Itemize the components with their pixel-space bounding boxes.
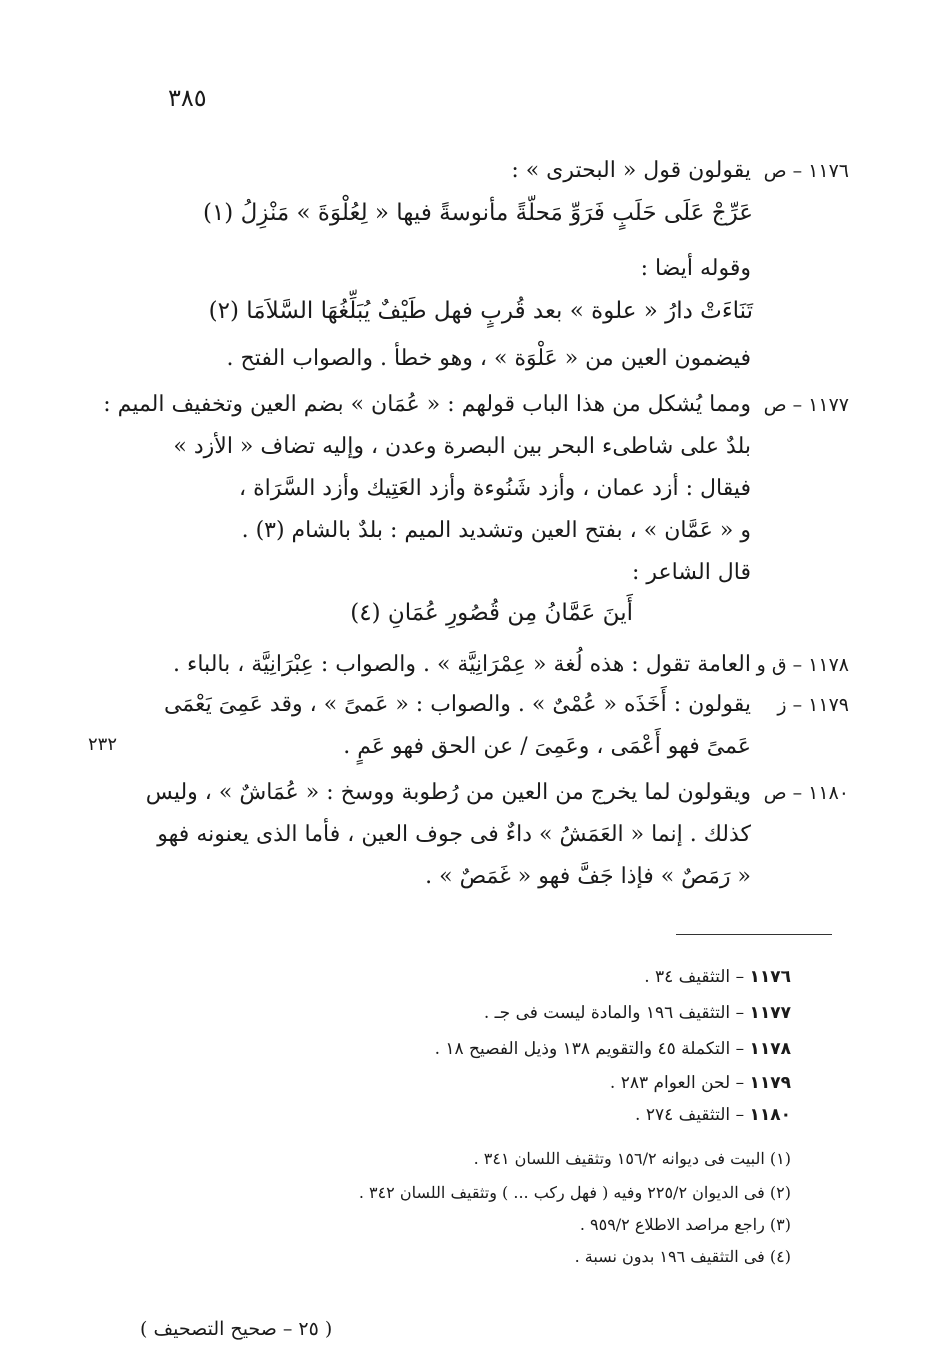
verse-line: تَنَاءَتْ دارُ « علوة » بعد قُربٍ فهل طَيْفٌ يُبَلِّغُهَا السَّلاَمَا (٢) bbox=[208, 298, 753, 324]
footnote: (٤) فى التثقيف ١٩٦ بدون نسبة . bbox=[574, 1247, 791, 1266]
source-text: – التكملة ٤٥ والتقويم ١٣٨ وذيل الفصيح ١٨ . bbox=[434, 1039, 745, 1059]
verse-line: عَرِّجْ عَلَى حَلَبٍ فَرَوِّ مَحلّةً مأنوسةً فيها « لِعُلْوَةَ » مَنْزِلُ (١) bbox=[202, 200, 753, 226]
source-item bbox=[435, 1038, 791, 1060]
entry-line: بلدٌ على شاطىء البحر بين البصرة وعدن ، وإليه تضاف « الأزد » bbox=[173, 434, 751, 459]
source-item bbox=[610, 1072, 791, 1094]
source-text: – التثقيف ٣٤ . bbox=[644, 967, 745, 987]
footnote: (٣) راجع مراصد الاطلاع ٩٥٩/٢ . bbox=[579, 1215, 791, 1234]
source-text: – التثقيف ١٩٦ والمادة ليست فى جـ . bbox=[483, 1003, 745, 1023]
footnote: (٢) فى الديوان ٢٢٥/٢ وفيه ( فهل ركب ... ) وتثقيف اللسان ٣٤٢ . bbox=[358, 1183, 791, 1202]
source-number: ١١٨٠ bbox=[749, 1105, 791, 1125]
entry-number-1179: ١١٧٩ – ز bbox=[777, 694, 849, 716]
source-number: ١١٧٧ bbox=[749, 1003, 791, 1023]
entry-line: كذلك . إنما « العَمَشُ » داءٌ فى جوف العين ، فأما الذى يعنونه فهو bbox=[157, 822, 751, 847]
source-number: ١١٧٦ bbox=[749, 967, 791, 987]
entry-line: عَمىً فهو أَعْمَى ، وعَمِىَ / عن الحق فهو عَمٍ . bbox=[343, 734, 751, 759]
margin-page-number: ٢٣٢ bbox=[88, 734, 118, 755]
entry-line: يقولون : أَخَذَه « عُمْىٌ » . والصواب : « عَمىً » ، وقد عَمِىَ يَعْمَى bbox=[163, 692, 751, 717]
entry-line: ومما يُشكل من هذا الباب قولهم : « عُمَان » بضم العين وتخفيف الميم : bbox=[103, 392, 751, 417]
entry-line: فيقال : أزد عمان ، وأزد شَنُوءة وأزد العَتِيك وأزد السَّرَاة ، bbox=[239, 476, 751, 501]
entry-number-1177: ١١٧٧ – ص bbox=[763, 394, 849, 416]
entry-line: ويقولون لما يخرج من العين من رُطوبة ووسخ : « عُمَاشٌ » ، وليس bbox=[145, 780, 751, 805]
footnote: (١) البيت فى ديوانه ١٥٦/٢ وتثقيف اللسان ٣٤١ . bbox=[473, 1149, 791, 1168]
entry-line: « رَمَصٌ » فإذا جَفَّ فهو « غَمَصٌ » . bbox=[425, 864, 751, 889]
entry-number-1178: ١١٧٨ – ق و bbox=[756, 654, 849, 676]
entry-line: قال الشاعر : bbox=[631, 560, 751, 585]
entry-line: يقولون قول « البحترى » : bbox=[511, 158, 751, 183]
entry-line: وقوله أيضا : bbox=[640, 256, 751, 281]
source-number: ١١٧٩ bbox=[749, 1073, 791, 1093]
entry-line: فيضمون العين من « عَلْوَة » ، وهو خطأ . والصواب الفتح . bbox=[226, 346, 751, 371]
source-item bbox=[484, 1002, 791, 1024]
entry-line: العامة تقول : هذه لُغة « عِمْرَانِيَّة » . والصواب : عِبْرَانِيَّة ، بالباء . bbox=[173, 652, 751, 677]
entry-number-1180: ١١٨٠ – ص bbox=[763, 782, 849, 804]
source-text: – التثقيف ٢٧٤ . bbox=[635, 1105, 745, 1125]
footnote-divider bbox=[676, 934, 832, 935]
signature-label: ( ٢٥ – صحيح التصحيف ) bbox=[140, 1318, 333, 1340]
page-number: ٣٨٥ bbox=[168, 84, 207, 112]
entry-line: و « عَمَّان » ، بفتح العين وتشديد الميم : بلدٌ بالشام (٣) . bbox=[241, 518, 751, 543]
source-item bbox=[644, 966, 791, 988]
source-item bbox=[635, 1104, 791, 1126]
verse-line: أَينَ عَمَّانُ مِن قُصُورِ عُمَانِ (٤) bbox=[350, 600, 633, 626]
source-text: – لحن العوام ٢٨٣ . bbox=[609, 1073, 745, 1093]
entry-number-1176: ١١٧٦ – ص bbox=[763, 160, 849, 182]
source-number: ١١٧٨ bbox=[749, 1039, 791, 1059]
